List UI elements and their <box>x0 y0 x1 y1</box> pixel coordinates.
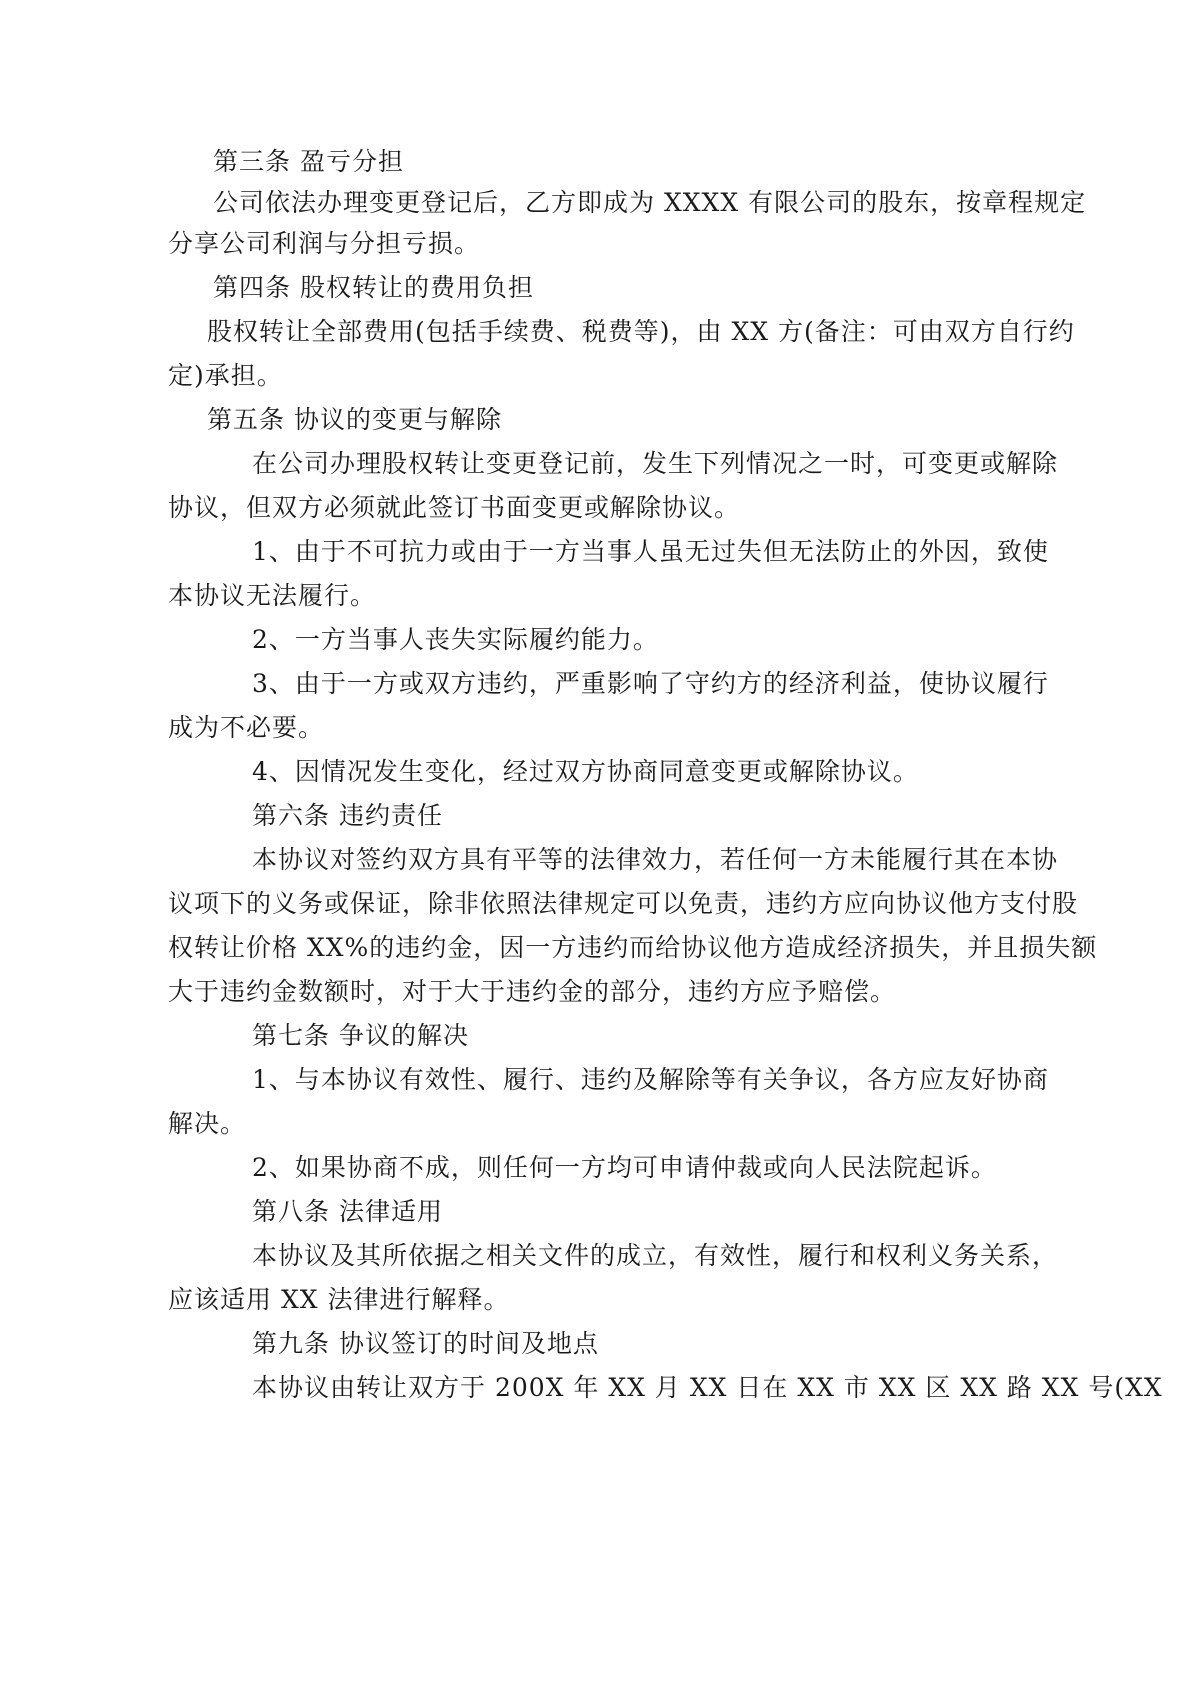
list-item-4: 4、因情况发生变化，经过双方协商同意变更或解除协议。 <box>252 757 919 786</box>
article-4-heading: 第四条 股权转让的费用负担 <box>213 273 534 302</box>
list-item-1: 1、与本协议有效性、履行、违约及解除等有关争议，各方应友好协商 <box>252 1065 1049 1094</box>
paragraph-line: 解决。 <box>168 1109 247 1138</box>
paragraph-line: 大于违约金数额时，对于大于违约金的部分，违约方应予赔偿。 <box>168 977 897 1006</box>
article-9-heading: 第九条 协议签订的时间及地点 <box>252 1329 599 1358</box>
paragraph-line: 在公司办理股权转让变更登记前，发生下列情况之一时，可变更或解除 <box>252 449 1059 478</box>
paragraph-line: 协议，但双方必须就此签订书面变更或解除协议。 <box>168 493 741 522</box>
article-8-heading: 第八条 法律适用 <box>252 1197 443 1226</box>
paragraph-line: 本协议由转让双方于 200X 年 XX 月 XX 日在 XX 市 XX 区 XX 路 XX 号(XX <box>252 1373 1163 1402</box>
article-7-heading: 第七条 争议的解决 <box>252 1021 469 1050</box>
paragraph-line: 股权转让全部费用(包括手续费、税费等)，由 XX 方(备注：可由双方自行约 <box>207 317 1075 346</box>
paragraph-line: 本协议无法履行。 <box>168 581 377 610</box>
paragraph-line: 权转让价格 XX%的违约金，因一方违约而给协议他方造成经济损失，并且损失额 <box>168 933 1098 962</box>
list-item-3: 3、由于一方或双方违约，严重影响了守约方的经济利益，使协议履行 <box>252 669 1049 698</box>
paragraph-line: 本协议及其所依据之相关文件的成立，有效性，履行和权利义务关系， <box>252 1241 1059 1270</box>
article-6-heading: 第六条 违约责任 <box>252 801 443 830</box>
paragraph-line: 公司依法办理变更登记后，乙方即成为 XXXX 有限公司的股东，按章程规定 <box>213 188 1087 217</box>
article-5-heading: 第五条 协议的变更与解除 <box>207 405 502 434</box>
paragraph-line: 本协议对签约双方具有平等的法律效力，若任何一方未能履行其在本协 <box>252 845 1059 874</box>
paragraph-line: 成为不必要。 <box>168 713 325 742</box>
paragraph-line: 议项下的义务或保证，除非依照法律规定可以免责，违约方应向协议他方支付股 <box>168 889 1079 918</box>
list-item-2: 2、如果协商不成，则任何一方均可申请仲裁或向人民法院起诉。 <box>252 1153 997 1182</box>
paragraph-line: 分享公司利润与分担亏损。 <box>168 229 481 258</box>
list-item-1: 1、由于不可抗力或由于一方当事人虽无过失但无法防止的外因，致使 <box>252 537 1049 566</box>
list-item-2: 2、一方当事人丧失实际履约能力。 <box>252 625 659 654</box>
paragraph-line: 应该适用 XX 法律进行解释。 <box>168 1285 510 1314</box>
paragraph-line: 定)承担。 <box>168 361 283 390</box>
article-3-heading: 第三条 盈亏分担 <box>213 147 404 176</box>
